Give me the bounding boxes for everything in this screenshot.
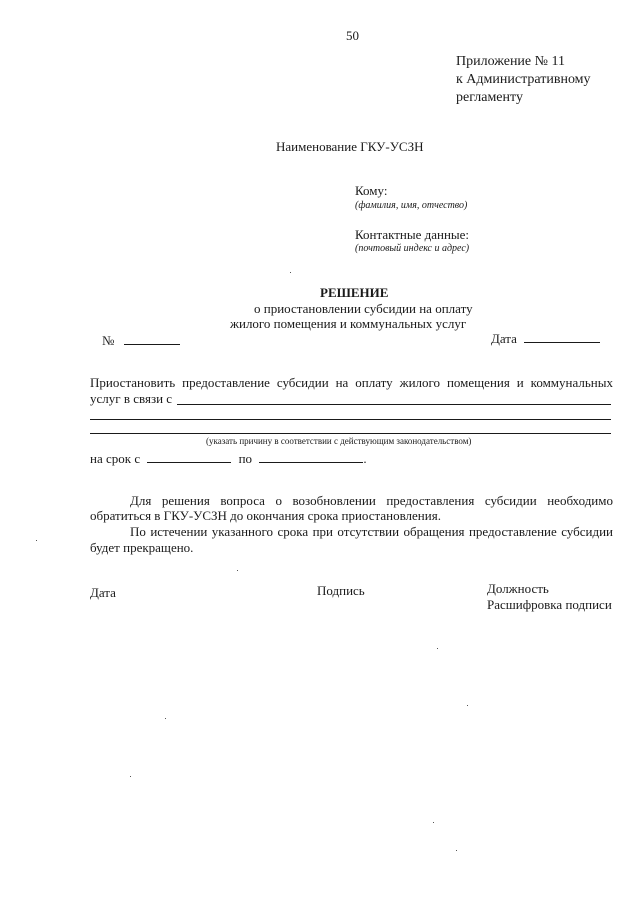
scan-speck (130, 776, 131, 777)
date-blank (524, 332, 600, 343)
body-line-1: Приостановить предоставление субсидии на оплату жилого помещения и коммунальных (90, 375, 613, 390)
reason-hint: (указать причину в соответствии с действующим законодательством) (206, 436, 472, 446)
term-from-blank (147, 452, 231, 463)
signature-position: Должность (487, 581, 549, 596)
scan-speck (437, 648, 438, 649)
number-label: № (102, 333, 115, 348)
scan-speck (467, 705, 468, 706)
signature-date: Дата (90, 585, 116, 600)
document-title: РЕШЕНИЕ (320, 285, 389, 300)
org-name: Наименование ГКУ-УСЗН (276, 139, 424, 154)
reason-line-1 (177, 404, 611, 405)
page-number: 50 (346, 28, 359, 43)
scan-speck (433, 822, 434, 823)
reason-line-2 (90, 419, 611, 420)
term-field (90, 451, 367, 467)
para-2-line-2: будет прекращено. (90, 540, 194, 555)
contacts-label: Контактные данные: (355, 227, 470, 242)
scan-speck (290, 272, 291, 273)
to-label: Кому: (355, 183, 388, 198)
document-subtitle-2: жилого помещения и коммунальных услуг (230, 316, 467, 331)
contacts-hint: (почтовый индекс и адрес) (355, 243, 470, 254)
appendix-line-2: к Административному (456, 72, 591, 87)
scan-speck (36, 540, 37, 541)
term-from-label: на срок с (90, 451, 141, 466)
reason-line-3 (90, 433, 611, 434)
date-field (491, 331, 600, 347)
term-end: . (363, 451, 367, 466)
to-hint: (фамилия, имя, отчество) (355, 200, 468, 211)
para-1-line-2: обратиться в ГКУ-УСЗН до окончания срока приостановления. (90, 508, 441, 523)
number-blank (124, 334, 180, 345)
body-line-2: услуг в связи с (90, 391, 173, 406)
term-to-blank (259, 452, 363, 463)
date-label: Дата (491, 331, 517, 346)
document-subtitle-1: о приостановлении субсидии на оплату (254, 301, 473, 316)
scan-speck (237, 570, 238, 571)
appendix-line-1: Приложение № 11 (456, 54, 565, 69)
para-1-line-1: Для решения вопроса о возобновлении предоставления субсидии необходимо (130, 493, 613, 508)
term-to-label: по (238, 451, 253, 466)
scan-speck (165, 718, 166, 719)
para-2-line-1: По истечении указанного срока при отсутствии обращения предоставление субсидии (130, 524, 613, 539)
appendix-line-3: регламенту (456, 90, 523, 105)
signature-sign: Подпись (317, 583, 365, 598)
number-field (102, 333, 180, 349)
scan-speck (456, 850, 457, 851)
signature-decode: Расшифровка подписи (487, 597, 612, 612)
